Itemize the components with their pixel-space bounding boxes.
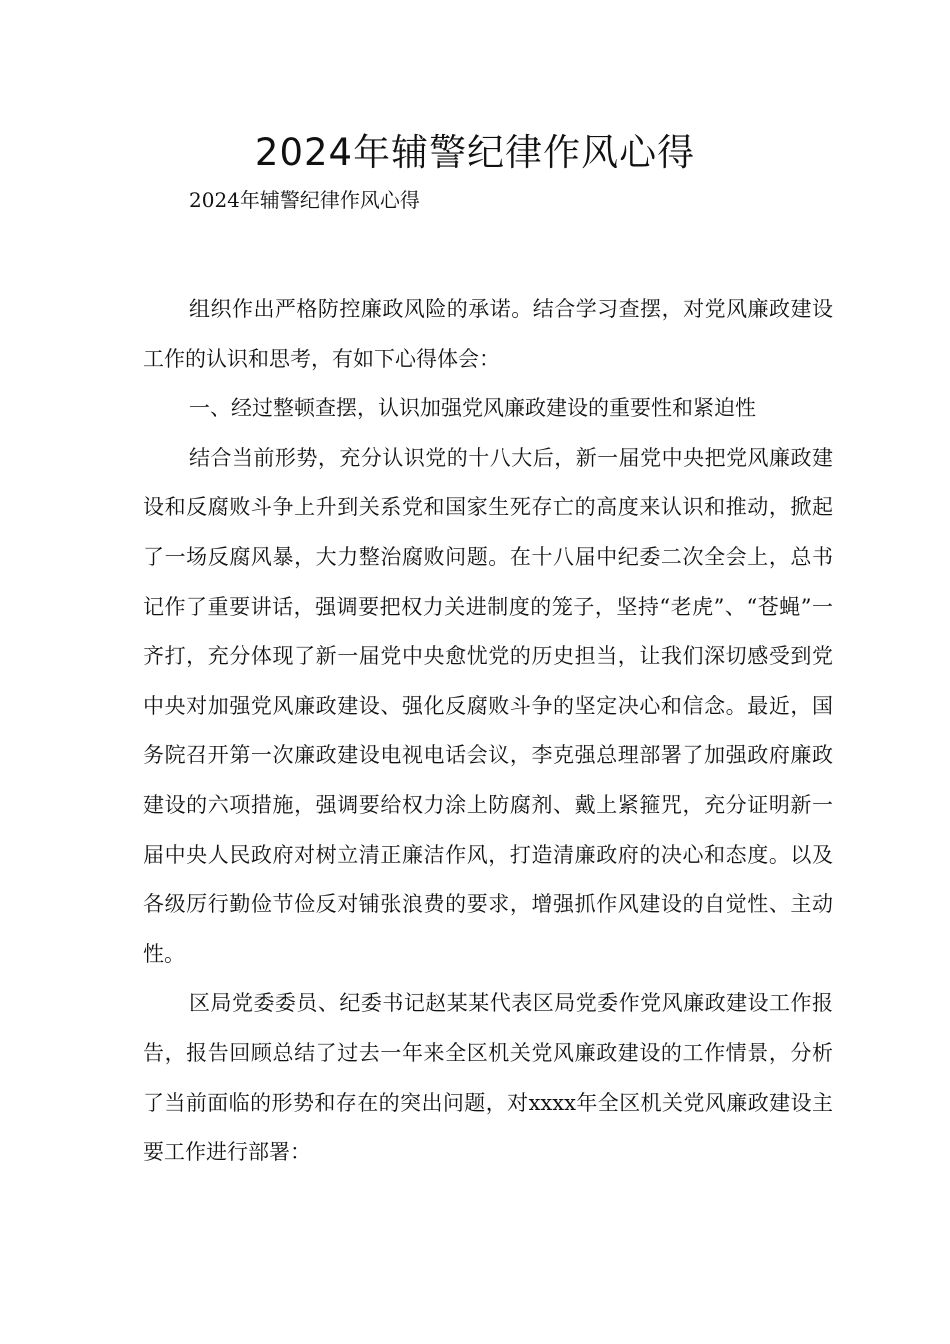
document-title: 2024年辅警纪律作风心得 bbox=[254, 131, 696, 174]
paragraph-4: 区局党委委员、纪委书记赵某某代表区局党委作党风廉政建设工作报告，报告回顾总结了过去一年来全区机关党风廉政建设的工作情景，分析了当前面临的形势和存在的突出问题，对xxxx年全区机关党风廉政建设主要工作进行部署： bbox=[143, 991, 833, 1165]
document-subtitle: 2024年辅警纪律作风心得 bbox=[189, 188, 420, 212]
paragraph-3: 结合当前形势，充分认识党的十八大后，新一届党中央把党风廉政建设和反腐败斗争上升到关系党和国家生死存亡的高度来认识和推动，掀起了一场反腐风暴，大力整治腐败问题。在十八届中纪委二次全会上，总书记作了重要讲话，强调要把权力关进制度的笼子，坚持“老虎”、“苍蝇”一齐打，充分体现了新一届党中央愈忧党的历史担当，让我们深切感受到党中央对加强党风廉政建设、强化反腐败斗争的坚定决心和信念。最近，国务院召开第一次廉政建设电视电话会议，李克强总理部署了加强政府廉政建设的六项措施，强调要给权力涂上防腐剂、戴上紧箍咒，充分证明新一届中央人民政府对树立清正廉洁作风，打造清廉政府的决心和态度。以及各级厉行勤俭节俭反对铺张浪费的要求，增强抓作风建设的自觉性、主动性。 bbox=[143, 445, 833, 966]
document-body bbox=[143, 285, 833, 1178]
paragraph-1: 组织作出严格防控廉政风险的承诺。结合学习查摆，对党风廉政建设工作的认识和思考，有如下心得体会： bbox=[143, 297, 833, 371]
paragraph-2: 一、经过整顿查摆，认识加强党风廉政建设的重要性和紧迫性 bbox=[189, 396, 756, 421]
